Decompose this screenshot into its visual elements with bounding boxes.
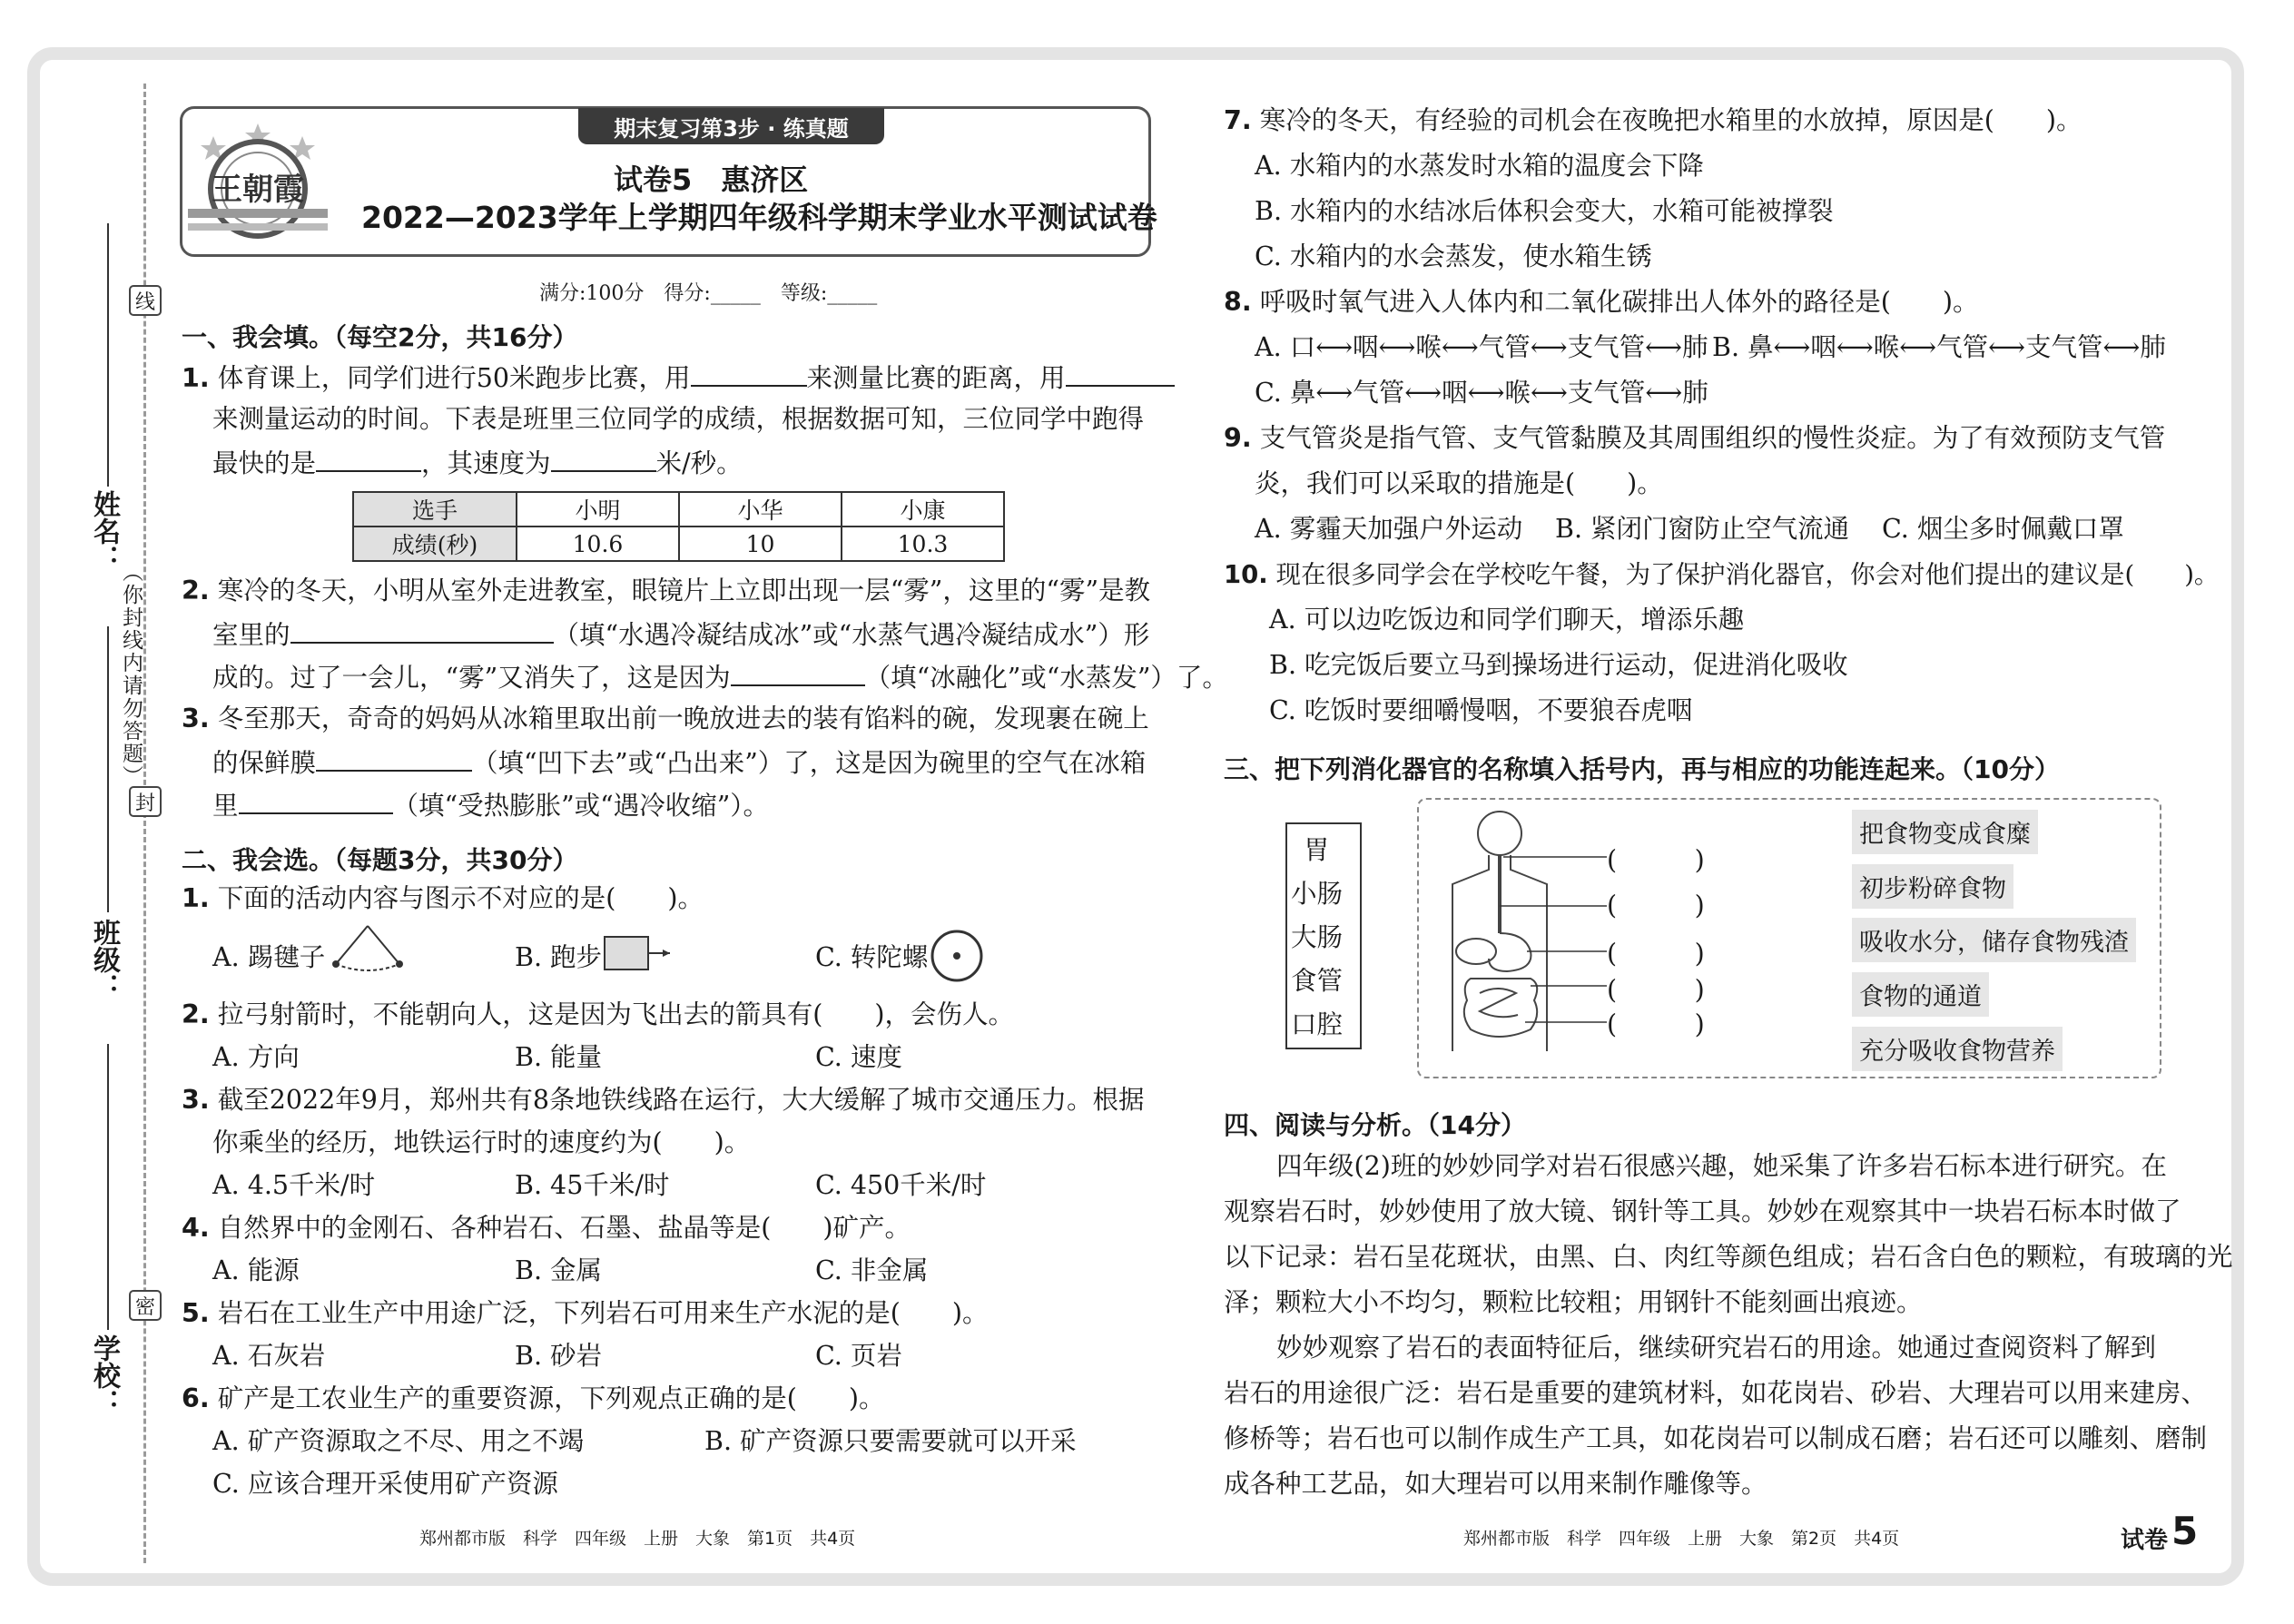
option-b[interactable]: B. 吃完饭后要立马到操场进行运动，促进消化吸收 xyxy=(1269,650,1848,680)
question-text: 自然界中的金刚石、各种岩石、石墨、盐晶等是( )矿产。 xyxy=(217,1213,911,1243)
question-text: 的保鲜膜 xyxy=(212,748,317,778)
organ-name[interactable]: 小肠 xyxy=(1291,879,1344,909)
question-text: 岩石在工业生产中用途广泛，下列岩石可用来生产水泥的是( )。 xyxy=(217,1298,989,1328)
passage-line: 成各种工艺品，如大理岩可以用来制作雕像等。 xyxy=(1224,1469,1767,1499)
section-2-title: 二、我会选。（每题3分，共30分） xyxy=(182,845,578,875)
option-a[interactable]: A. 4.5千米/时 xyxy=(212,1170,376,1200)
table-header-cell: 小康 xyxy=(842,492,1004,527)
binding-mark-xian: 线 xyxy=(129,285,162,316)
function-box[interactable]: 初步粉碎食物 xyxy=(1852,864,2013,909)
passage-line: 以下记录：岩石呈花斑状，由黑、白、肉红等颜色组成；岩石含白色的颗粒，有玻璃的光 xyxy=(1224,1242,2233,1272)
table-header-cell: 小明 xyxy=(517,492,679,527)
question-text: 你乘坐的经历，地铁运行时的速度约为( )。 xyxy=(212,1127,751,1157)
answer-blank[interactable] xyxy=(290,618,554,644)
question-text: 下面的活动内容与图示不对应的是( )。 xyxy=(217,883,704,913)
passage-line: 修桥等；岩石也可以制作成生产工具，如花岗岩可以制成石磨；岩石还可以雕刻、磨制 xyxy=(1224,1423,2208,1453)
top-spin-figure xyxy=(928,928,986,984)
passage-line: 观察岩石时，妙妙使用了放大镜、钢针等工具。妙妙在观察其中一块岩石标本时做了 xyxy=(1224,1196,2181,1226)
answer-blank[interactable] xyxy=(316,447,421,472)
option-a[interactable]: A. 石灰岩 xyxy=(212,1341,326,1371)
option-b[interactable]: B. 能量 xyxy=(515,1042,603,1072)
question-text: 来测量运动的时间。下表是班里三位同学的成绩，根据数据可知，三位同学中跑得 xyxy=(212,404,1145,434)
function-box[interactable]: 充分吸收食物营养 xyxy=(1852,1027,2063,1071)
option-a[interactable]: A. 踢毽子 xyxy=(212,942,326,972)
option-c[interactable]: C. 转陀螺 xyxy=(815,942,929,972)
svg-text:王朝霞: 王朝霞 xyxy=(212,172,304,208)
question-text: ，其速度为 xyxy=(421,448,551,478)
score-line: 满分:100分 得分:_____ 等级:_____ xyxy=(539,282,878,305)
function-box[interactable]: 吸收水分，储存食物残渣 xyxy=(1852,918,2136,962)
answer-bracket[interactable]: ( ) xyxy=(1607,1009,1705,1039)
option-a[interactable]: A. 方向 xyxy=(212,1042,300,1072)
question-text: 成的。过了一会儿，“雾”又消失了，这是因为 xyxy=(212,663,731,693)
running-figure xyxy=(603,933,674,973)
option-c[interactable]: C. 吃饭时要细嚼慢咽，不要狼吞虎咽 xyxy=(1269,695,1693,725)
option-c[interactable]: C. 速度 xyxy=(815,1042,902,1072)
table-header-cell: 小华 xyxy=(679,492,842,527)
paper-title: 2022—2023学年上学期四年级科学期末学业水平测试试卷 xyxy=(361,200,1157,235)
option-b[interactable]: B. 砂岩 xyxy=(515,1341,603,1371)
question-text: 体育课上，同学们进行50米跑步比赛，用 xyxy=(217,363,691,393)
question-text: （填“凹下去”或“凸出来”）了，这是因为碗里的空气在冰箱 xyxy=(472,748,1147,778)
answer-bracket[interactable]: ( ) xyxy=(1607,939,1705,969)
table-row xyxy=(353,492,1004,527)
option-c[interactable]: C. 非金属 xyxy=(815,1255,929,1285)
class-field[interactable] xyxy=(107,626,109,912)
binding-note: （你封线内请勿答题） xyxy=(119,561,143,788)
question-text: （填“水遇冷凝结成冰”或“水蒸气遇冷凝结成水”）形 xyxy=(553,620,1150,650)
option-a[interactable]: A. 水箱内的水蒸发时水箱的温度会下降 xyxy=(1255,151,1704,181)
option-b[interactable]: B. 水箱内的水结冰后体积会变大，水箱可能被撑裂 xyxy=(1255,196,1834,226)
option-c[interactable]: C. 烟尘多时佩戴口罩 xyxy=(1882,514,2124,544)
table-cell: 10 xyxy=(679,527,842,561)
paper-badge-number: 5 xyxy=(2171,1509,2199,1553)
shuttlecock-figure xyxy=(329,920,407,977)
answer-bracket[interactable]: ( ) xyxy=(1607,975,1705,1005)
passage-line: 泽；颗粒大小不均匀，颗粒比较粗；用钢针不能刻画出痕迹。 xyxy=(1224,1287,1923,1317)
option-b[interactable]: B. 紧闭门窗防止空气流通 xyxy=(1555,514,1850,544)
question-text: （填“冰融化”或“水蒸发”）了。 xyxy=(864,663,1228,693)
question-text: 米/秒。 xyxy=(655,448,743,478)
question-text: 矿产是工农业生产的重要资源，下列观点正确的是( )。 xyxy=(217,1383,885,1413)
school-label: 学校： xyxy=(88,1334,120,1416)
organ-name[interactable]: 胃 xyxy=(1304,835,1330,865)
paper-badge-label: 试卷 xyxy=(2121,1527,2169,1554)
table-row xyxy=(353,527,1004,561)
name-field[interactable] xyxy=(107,223,109,487)
option-b[interactable]: B. 金属 xyxy=(515,1255,603,1285)
answer-blank[interactable] xyxy=(316,746,472,772)
table-cell: 10.3 xyxy=(842,527,1004,561)
footer-right: 郑州都市版 科学 四年级 上册 大象 第2页 共4页 xyxy=(1463,1529,1900,1549)
option-a[interactable]: A. 可以边吃饭边和同学们聊天，增添乐趣 xyxy=(1269,605,1745,635)
option-b[interactable]: B. 鼻⟷咽⟷喉⟷气管⟷支气管⟷肺 xyxy=(1712,332,2166,362)
option-c[interactable]: C. 鼻⟷气管⟷咽⟷喉⟷支气管⟷肺 xyxy=(1255,378,1708,408)
answer-bracket[interactable]: ( ) xyxy=(1607,845,1705,875)
question-text: 现在很多同学会在学校吃午餐，为了保护消化器官，你会对他们提出的建议是( )。 xyxy=(1275,560,2220,589)
question-text: 炎，我们可以采取的措施是( )。 xyxy=(1255,468,1663,498)
answer-blank[interactable] xyxy=(1066,361,1175,387)
answer-bracket[interactable]: ( ) xyxy=(1607,891,1705,920)
question-text: 拉弓射箭时，不能朝向人，这是因为飞出去的箭具有( )，会伤人。 xyxy=(217,999,1014,1029)
question-text: 来测量比赛的距离，用 xyxy=(806,363,1066,393)
option-c[interactable]: C. 应该合理开采使用矿产资源 xyxy=(212,1469,558,1499)
answer-blank[interactable] xyxy=(239,789,393,814)
passage-line: 四年级(2)班的妙妙同学对岩石很感兴趣，她采集了许多岩石标本进行研究。在 xyxy=(1276,1151,2167,1181)
answer-blank[interactable] xyxy=(551,447,656,472)
option-a[interactable]: A. 能源 xyxy=(212,1255,300,1285)
organ-name[interactable]: 大肠 xyxy=(1291,922,1344,952)
table-header-cell: 选手 xyxy=(353,492,517,527)
q-number: 1. xyxy=(182,363,210,393)
section-3-title: 三、把下列消化器官的名称填入括号内，再与相应的功能连起来。（10分） xyxy=(1224,754,2060,784)
organ-name[interactable]: 食管 xyxy=(1291,966,1344,996)
section-1-title: 一、我会填。（每空2分，共16分） xyxy=(182,322,578,352)
results-table xyxy=(352,491,1005,562)
footer-left: 郑州都市版 科学 四年级 上册 大象 第1页 共4页 xyxy=(419,1529,856,1549)
question-text: 呼吸时氧气进入人体内和二氧化碳排出人体外的路径是( )。 xyxy=(1259,287,1979,317)
passage-line: 妙妙观察了岩石的表面特征后，继续研究岩石的用途。她通过查阅资料了解到 xyxy=(1276,1333,2157,1363)
brand-logo xyxy=(186,118,330,247)
digestive-system-figure xyxy=(1443,806,1616,1068)
table-cell: 成绩(秒) xyxy=(353,527,517,561)
organ-name[interactable]: 口腔 xyxy=(1291,1009,1344,1039)
option-b[interactable]: B. 45千米/时 xyxy=(515,1170,670,1200)
question-text: 室里的 xyxy=(212,620,290,650)
question-text: 截至2022年9月，郑州共有8条地铁线路在运行，大大缓解了城市交通压力。根据 xyxy=(217,1085,1145,1115)
review-tag: 期末复习第3步 · 练真题 xyxy=(578,108,884,144)
question-text: 最快的是 xyxy=(212,448,317,478)
option-c[interactable]: C. 450千米/时 xyxy=(815,1170,987,1200)
class-label: 班级： xyxy=(88,919,120,1000)
section-4-title: 四、阅读与分析。（14分） xyxy=(1224,1110,1526,1140)
option-a[interactable]: A. 口⟷咽⟷喉⟷气管⟷支气管⟷肺 xyxy=(1255,332,1708,362)
answer-blank[interactable] xyxy=(731,661,865,686)
option-a[interactable]: A. 矿产资源取之不尽、用之不竭 xyxy=(212,1426,585,1456)
answer-blank[interactable] xyxy=(691,361,807,387)
question-text: 冬至那天，奇奇的妈妈从冰箱里取出前一晚放进去的装有馅料的碗，发现裹在碗上 xyxy=(217,704,1149,733)
function-box[interactable]: 食物的通道 xyxy=(1852,972,1989,1017)
question-text: 里 xyxy=(212,791,239,821)
option-b[interactable]: B. 跑步 xyxy=(515,942,603,972)
option-a[interactable]: A. 雾霾天加强户外运动 xyxy=(1255,514,1523,544)
option-c[interactable]: C. 页岩 xyxy=(815,1341,902,1371)
question-text: 寒冷的冬天，有经验的司机会在夜晚把水箱里的水放掉，原因是( )。 xyxy=(1259,105,2082,135)
binding-mark-mi: 密 xyxy=(129,1290,162,1321)
function-box[interactable]: 把食物变成食糜 xyxy=(1852,810,2038,854)
paper-number: 试卷5 惠济区 xyxy=(614,162,809,197)
option-c[interactable]: C. 水箱内的水会蒸发，使水箱生锈 xyxy=(1255,241,1652,271)
table-cell: 10.6 xyxy=(517,527,679,561)
option-b[interactable]: B. 矿产资源只要需要就可以开采 xyxy=(704,1426,1077,1456)
binding-mark-feng: 封 xyxy=(129,786,162,817)
school-field[interactable] xyxy=(107,1044,109,1330)
question-text: （填“受热膨胀”或“遇冷收缩”）。 xyxy=(392,791,770,821)
name-label: 姓名： xyxy=(88,490,120,572)
question-text: 寒冷的冬天，小明从室外走进教室，眼镜片上立即出现一层“雾”，这里的“雾”是教 xyxy=(217,576,1151,605)
passage-line: 岩石的用途很广泛：岩石是重要的建筑材料，如花岗岩、砂岩、大理岩可以用来建房、 xyxy=(1224,1378,2208,1408)
question-text: 支气管炎是指气管、支气管黏膜及其周围组织的慢性炎症。为了有效预防支气管 xyxy=(1259,423,2166,453)
